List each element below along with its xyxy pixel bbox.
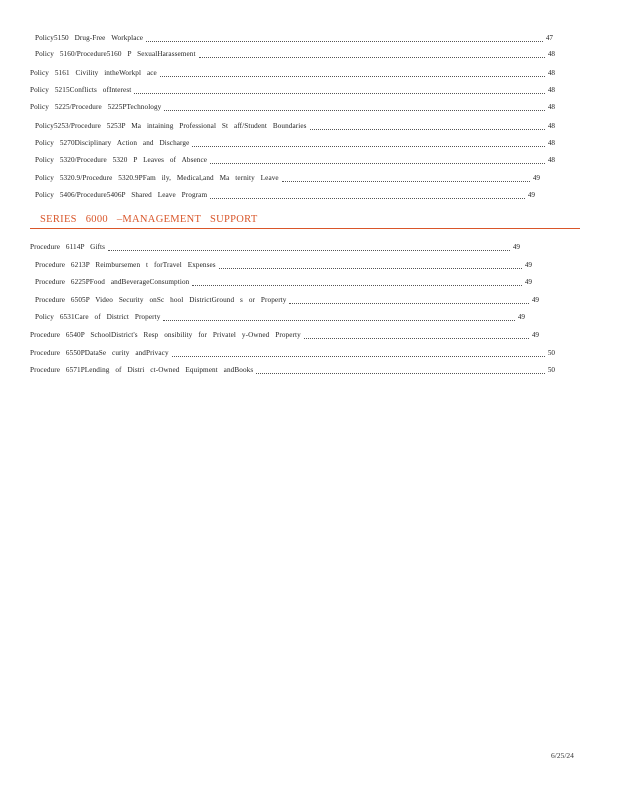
dot-leader xyxy=(192,285,521,286)
entry-title: Policy5150 Drug-Free Workplace xyxy=(35,34,144,42)
entry-title: Policy 5160/Procedure5160 P SexualHarassement xyxy=(35,50,196,58)
toc-entry xyxy=(35,32,553,44)
dot-leader xyxy=(282,181,530,182)
toc-entry xyxy=(35,189,535,201)
dot-leader xyxy=(134,93,544,94)
entry-title: Policy 5161 Civility intheWorkpl ace xyxy=(30,69,157,77)
entry-title: Policy 5320/Procedure 5320 P Leaves of Absence xyxy=(35,156,208,164)
dot-leader xyxy=(289,303,528,304)
dot-leader xyxy=(199,57,545,58)
dot-leader xyxy=(160,76,545,77)
entry-title: Policy 6531Care of District Property xyxy=(35,313,161,321)
toc-entry xyxy=(30,84,555,96)
entry-page: 48 xyxy=(547,156,555,164)
entry-title: Procedure 6225PFood andBeverageConsumption xyxy=(35,278,190,286)
dot-leader xyxy=(108,250,510,251)
entry-title: Procedure 6550PDataSe curity andPrivacy xyxy=(30,349,169,357)
toc-entry xyxy=(35,48,555,60)
dot-leader xyxy=(164,110,544,111)
series-heading: SERIES 6000 –MANAGEMENT SUPPORT xyxy=(40,214,258,225)
entry-title: Policy5253/Procedure 5253P Ma intaining Professional St aff/Student Boundaries xyxy=(35,122,307,130)
toc-entry xyxy=(30,101,555,113)
toc-entry xyxy=(30,347,555,359)
entry-page: 49 xyxy=(527,191,535,199)
entry-page: 47 xyxy=(545,34,553,42)
toc-entry xyxy=(35,276,532,288)
toc-entry xyxy=(35,311,525,323)
footer-date: 6/25/24 xyxy=(551,751,574,760)
dot-leader xyxy=(210,198,525,199)
entry-page: 48 xyxy=(547,103,555,111)
entry-page: 49 xyxy=(531,296,539,304)
entry-page: 49 xyxy=(517,313,525,321)
toc-entry xyxy=(35,172,540,184)
entry-title: Procedure 6540P SchoolDistrict's Resp onsibility for Privatel y-Owned Property xyxy=(30,331,301,339)
dot-leader xyxy=(146,41,543,42)
toc-entry xyxy=(35,137,555,149)
dot-leader xyxy=(310,129,545,130)
toc-entry xyxy=(35,294,539,306)
toc-entry xyxy=(35,154,555,166)
entry-title: Procedure 6571PLending of Distri ct-Owned Equipment andBooks xyxy=(30,366,254,374)
toc-entry xyxy=(35,120,555,132)
entry-page: 49 xyxy=(524,278,532,286)
entry-page: 48 xyxy=(547,139,555,147)
entry-page: 48 xyxy=(547,50,555,58)
dot-leader xyxy=(172,356,545,357)
dot-leader xyxy=(163,320,514,321)
entry-title: Procedure 6213P Reimbursemen t forTravel Expenses xyxy=(35,261,216,269)
toc-entry xyxy=(30,67,555,79)
entry-title: Policy 5406/Procedure5406P Shared Leave Program xyxy=(35,191,208,199)
dot-leader xyxy=(210,163,545,164)
dot-leader xyxy=(304,338,529,339)
dot-leader xyxy=(256,373,545,374)
toc-entry xyxy=(35,259,532,271)
entry-title: Procedure 6505P Video Security onSc hool DistrictGround s or Property xyxy=(35,296,287,304)
dot-leader xyxy=(192,146,544,147)
entry-page: 48 xyxy=(547,86,555,94)
series-divider xyxy=(30,228,580,229)
entry-title: Policy 5320.9/Procedure 5320.9PFam ily, Medical,and Ma ternity Leave xyxy=(35,174,279,182)
dot-leader xyxy=(219,268,522,269)
toc-entry xyxy=(30,364,555,376)
entry-title: Policy 5225/Procedure 5225PTechnology xyxy=(30,103,162,111)
entry-page: 49 xyxy=(532,174,540,182)
toc-entry xyxy=(30,329,539,341)
entry-title: Policy 5270Disciplinary Action and Discharge xyxy=(35,139,190,147)
entry-title: Policy 5215Conflicts ofInterest xyxy=(30,86,132,94)
entry-page: 50 xyxy=(547,349,555,357)
entry-page: 48 xyxy=(547,122,555,130)
entry-page: 48 xyxy=(547,69,555,77)
entry-page: 49 xyxy=(524,261,532,269)
entry-page: 50 xyxy=(547,366,555,374)
entry-title: Procedure 6114P Gifts xyxy=(30,243,106,251)
entry-page: 49 xyxy=(531,331,539,339)
toc-entry xyxy=(30,241,520,253)
entry-page: 49 xyxy=(512,243,520,251)
